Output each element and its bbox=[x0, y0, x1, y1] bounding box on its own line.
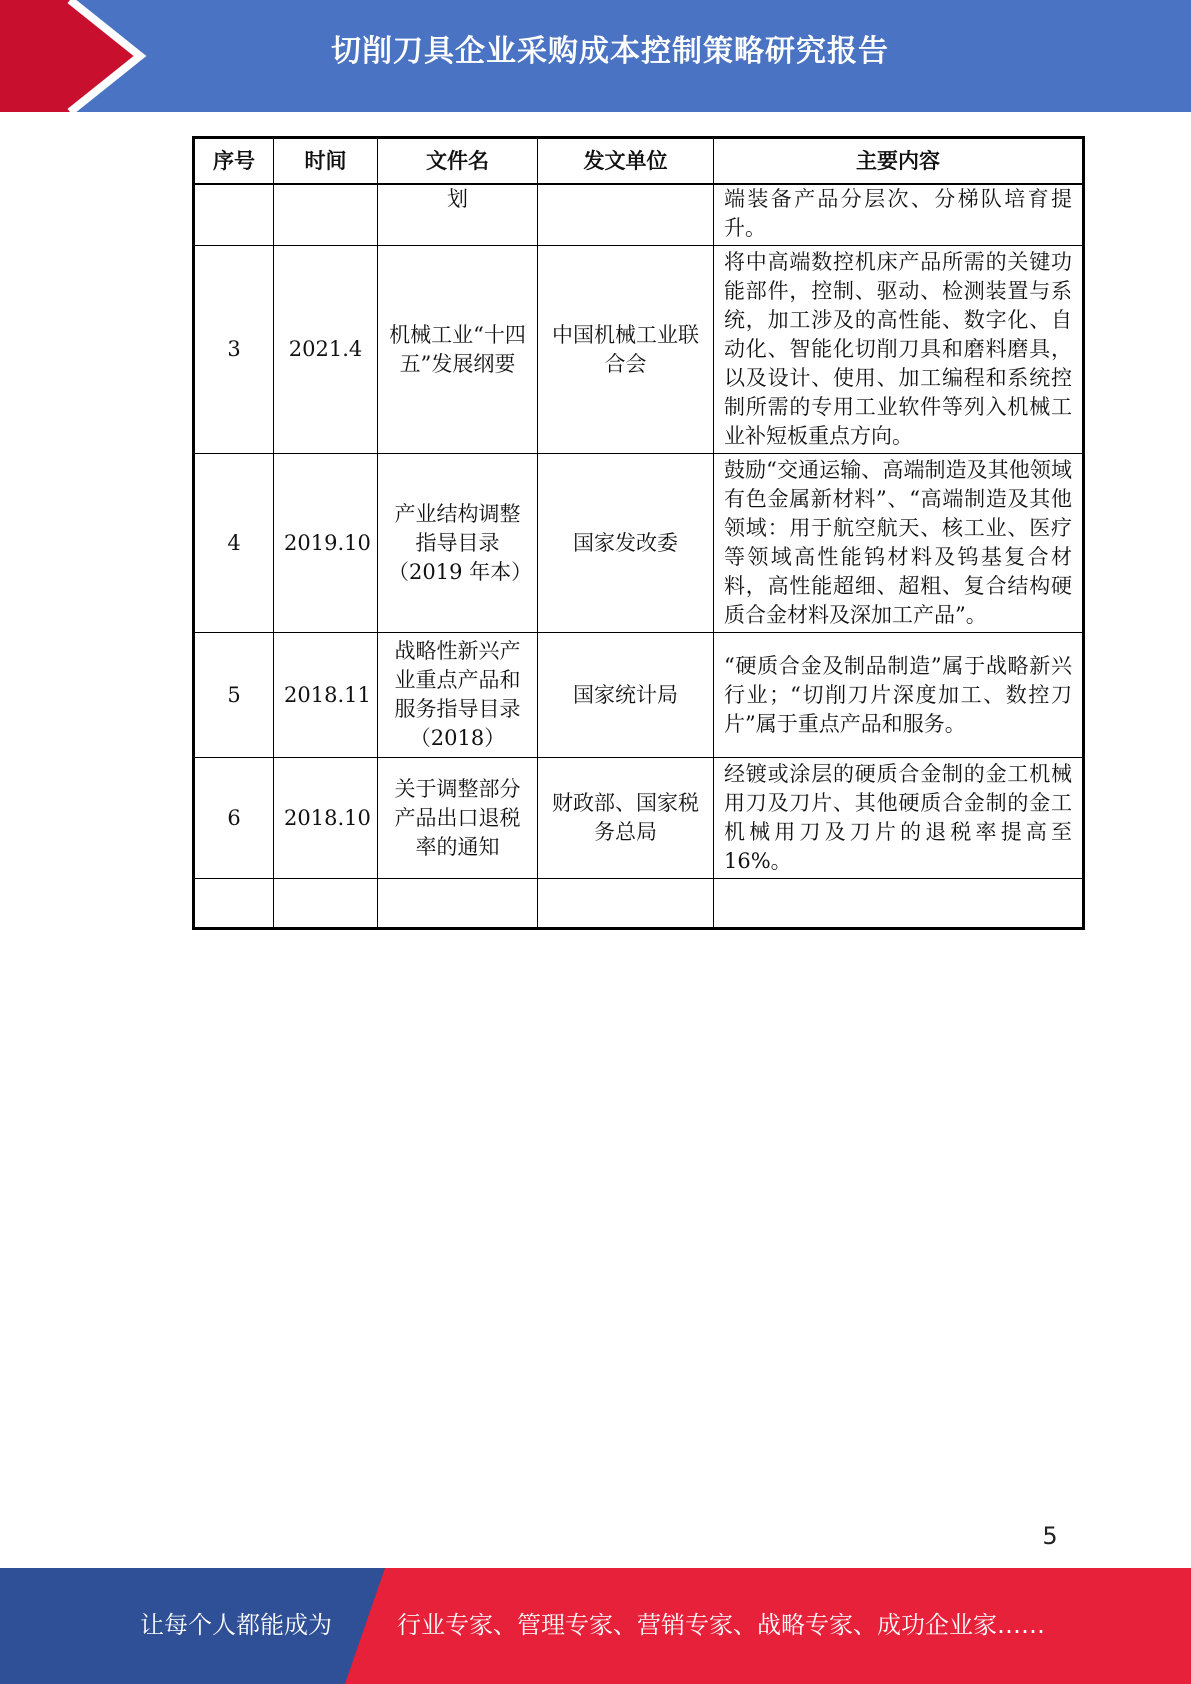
cell-content: 端装备产品分层次、分梯队培育提升。 bbox=[714, 184, 1084, 246]
cell-issuer bbox=[538, 184, 714, 246]
cell-file: 产业结构调整指导目录（2019 年本） bbox=[378, 454, 538, 633]
table-row bbox=[194, 633, 1084, 758]
cell-file: 机械工业“十四五”发展纲要 bbox=[378, 246, 538, 454]
table-row bbox=[194, 454, 1084, 633]
cell-content: 将中高端数控机床产品所需的关键功能部件，控制、驱动、检测装置与系统，加工涉及的高性能、数字化、自动化、智能化切削刀具和磨料磨具，以及设计、使用、加工编程和系统控制所需的专用工业软件等列入机械工业补短板重点方向。 bbox=[714, 246, 1084, 454]
header-red-arrow-icon bbox=[0, 0, 160, 112]
col-header-date: 时间 bbox=[274, 138, 378, 185]
page-footer bbox=[0, 1568, 1191, 1684]
cell-date bbox=[274, 184, 378, 246]
col-header-content: 主要内容 bbox=[714, 138, 1084, 185]
table-header-row bbox=[194, 138, 1084, 185]
page-header bbox=[0, 0, 1191, 112]
cell-no bbox=[194, 184, 274, 246]
cell-content: “硬质合金及制品制造”属于战略新兴行业；“切削刀片深度加工、数控刀片”属于重点产品和服务。 bbox=[714, 633, 1084, 758]
cell-file: 关于调整部分产品出口退税率的通知 bbox=[378, 758, 538, 879]
table-row-cut-off bbox=[194, 879, 1084, 929]
cell-file: 战略性新兴产业重点产品和服务指导目录（2018） bbox=[378, 633, 538, 758]
cell-date: 2021.4 bbox=[274, 246, 378, 454]
col-header-issuer: 发文单位 bbox=[538, 138, 714, 185]
table-row bbox=[194, 758, 1084, 879]
footer-slogan-left: 让每个人都能成为 bbox=[140, 1611, 332, 1639]
cell-no: 5 bbox=[194, 633, 274, 758]
document-title: 切削刀具企业采购成本控制策略研究报告 bbox=[331, 34, 889, 69]
cell-no: 6 bbox=[194, 758, 274, 879]
cell-no: 4 bbox=[194, 454, 274, 633]
cell-date: 2019.10 bbox=[274, 454, 378, 633]
col-header-file: 文件名 bbox=[378, 138, 538, 185]
policy-table-wrapper bbox=[192, 136, 1084, 873]
page-number: 5 bbox=[1042, 1522, 1058, 1550]
cell-date: 2018.11 bbox=[274, 633, 378, 758]
cell-issuer: 国家发改委 bbox=[538, 454, 714, 633]
cell-content: 经镀或涂层的硬质合金制的金工机械用刀及刀片、其他硬质合金制的金工机械用刀及刀片的退税率提高至16%。 bbox=[714, 758, 1084, 879]
footer-slogan-right: 行业专家、管理专家、营销专家、战略专家、成功企业家…… bbox=[397, 1611, 1045, 1639]
table-row bbox=[194, 246, 1084, 454]
table-row-continued bbox=[194, 184, 1084, 246]
col-header-no: 序号 bbox=[194, 138, 274, 185]
cell-content: 鼓励“交通运输、高端制造及其他领域有色金属新材料”、“高端制造及其他领域：用于航空航天、核工业、医疗等领域高性能钨材料及钨基复合材料，高性能超细、超粗、复合结构硬质合金材料及深加工产品”。 bbox=[714, 454, 1084, 633]
policy-table bbox=[192, 136, 1085, 930]
cell-file: 划 bbox=[378, 184, 538, 246]
cell-date: 2018.10 bbox=[274, 758, 378, 879]
cell-issuer: 国家统计局 bbox=[538, 633, 714, 758]
cell-no: 3 bbox=[194, 246, 274, 454]
cell-issuer: 财政部、国家税务总局 bbox=[538, 758, 714, 879]
cell-issuer: 中国机械工业联合会 bbox=[538, 246, 714, 454]
